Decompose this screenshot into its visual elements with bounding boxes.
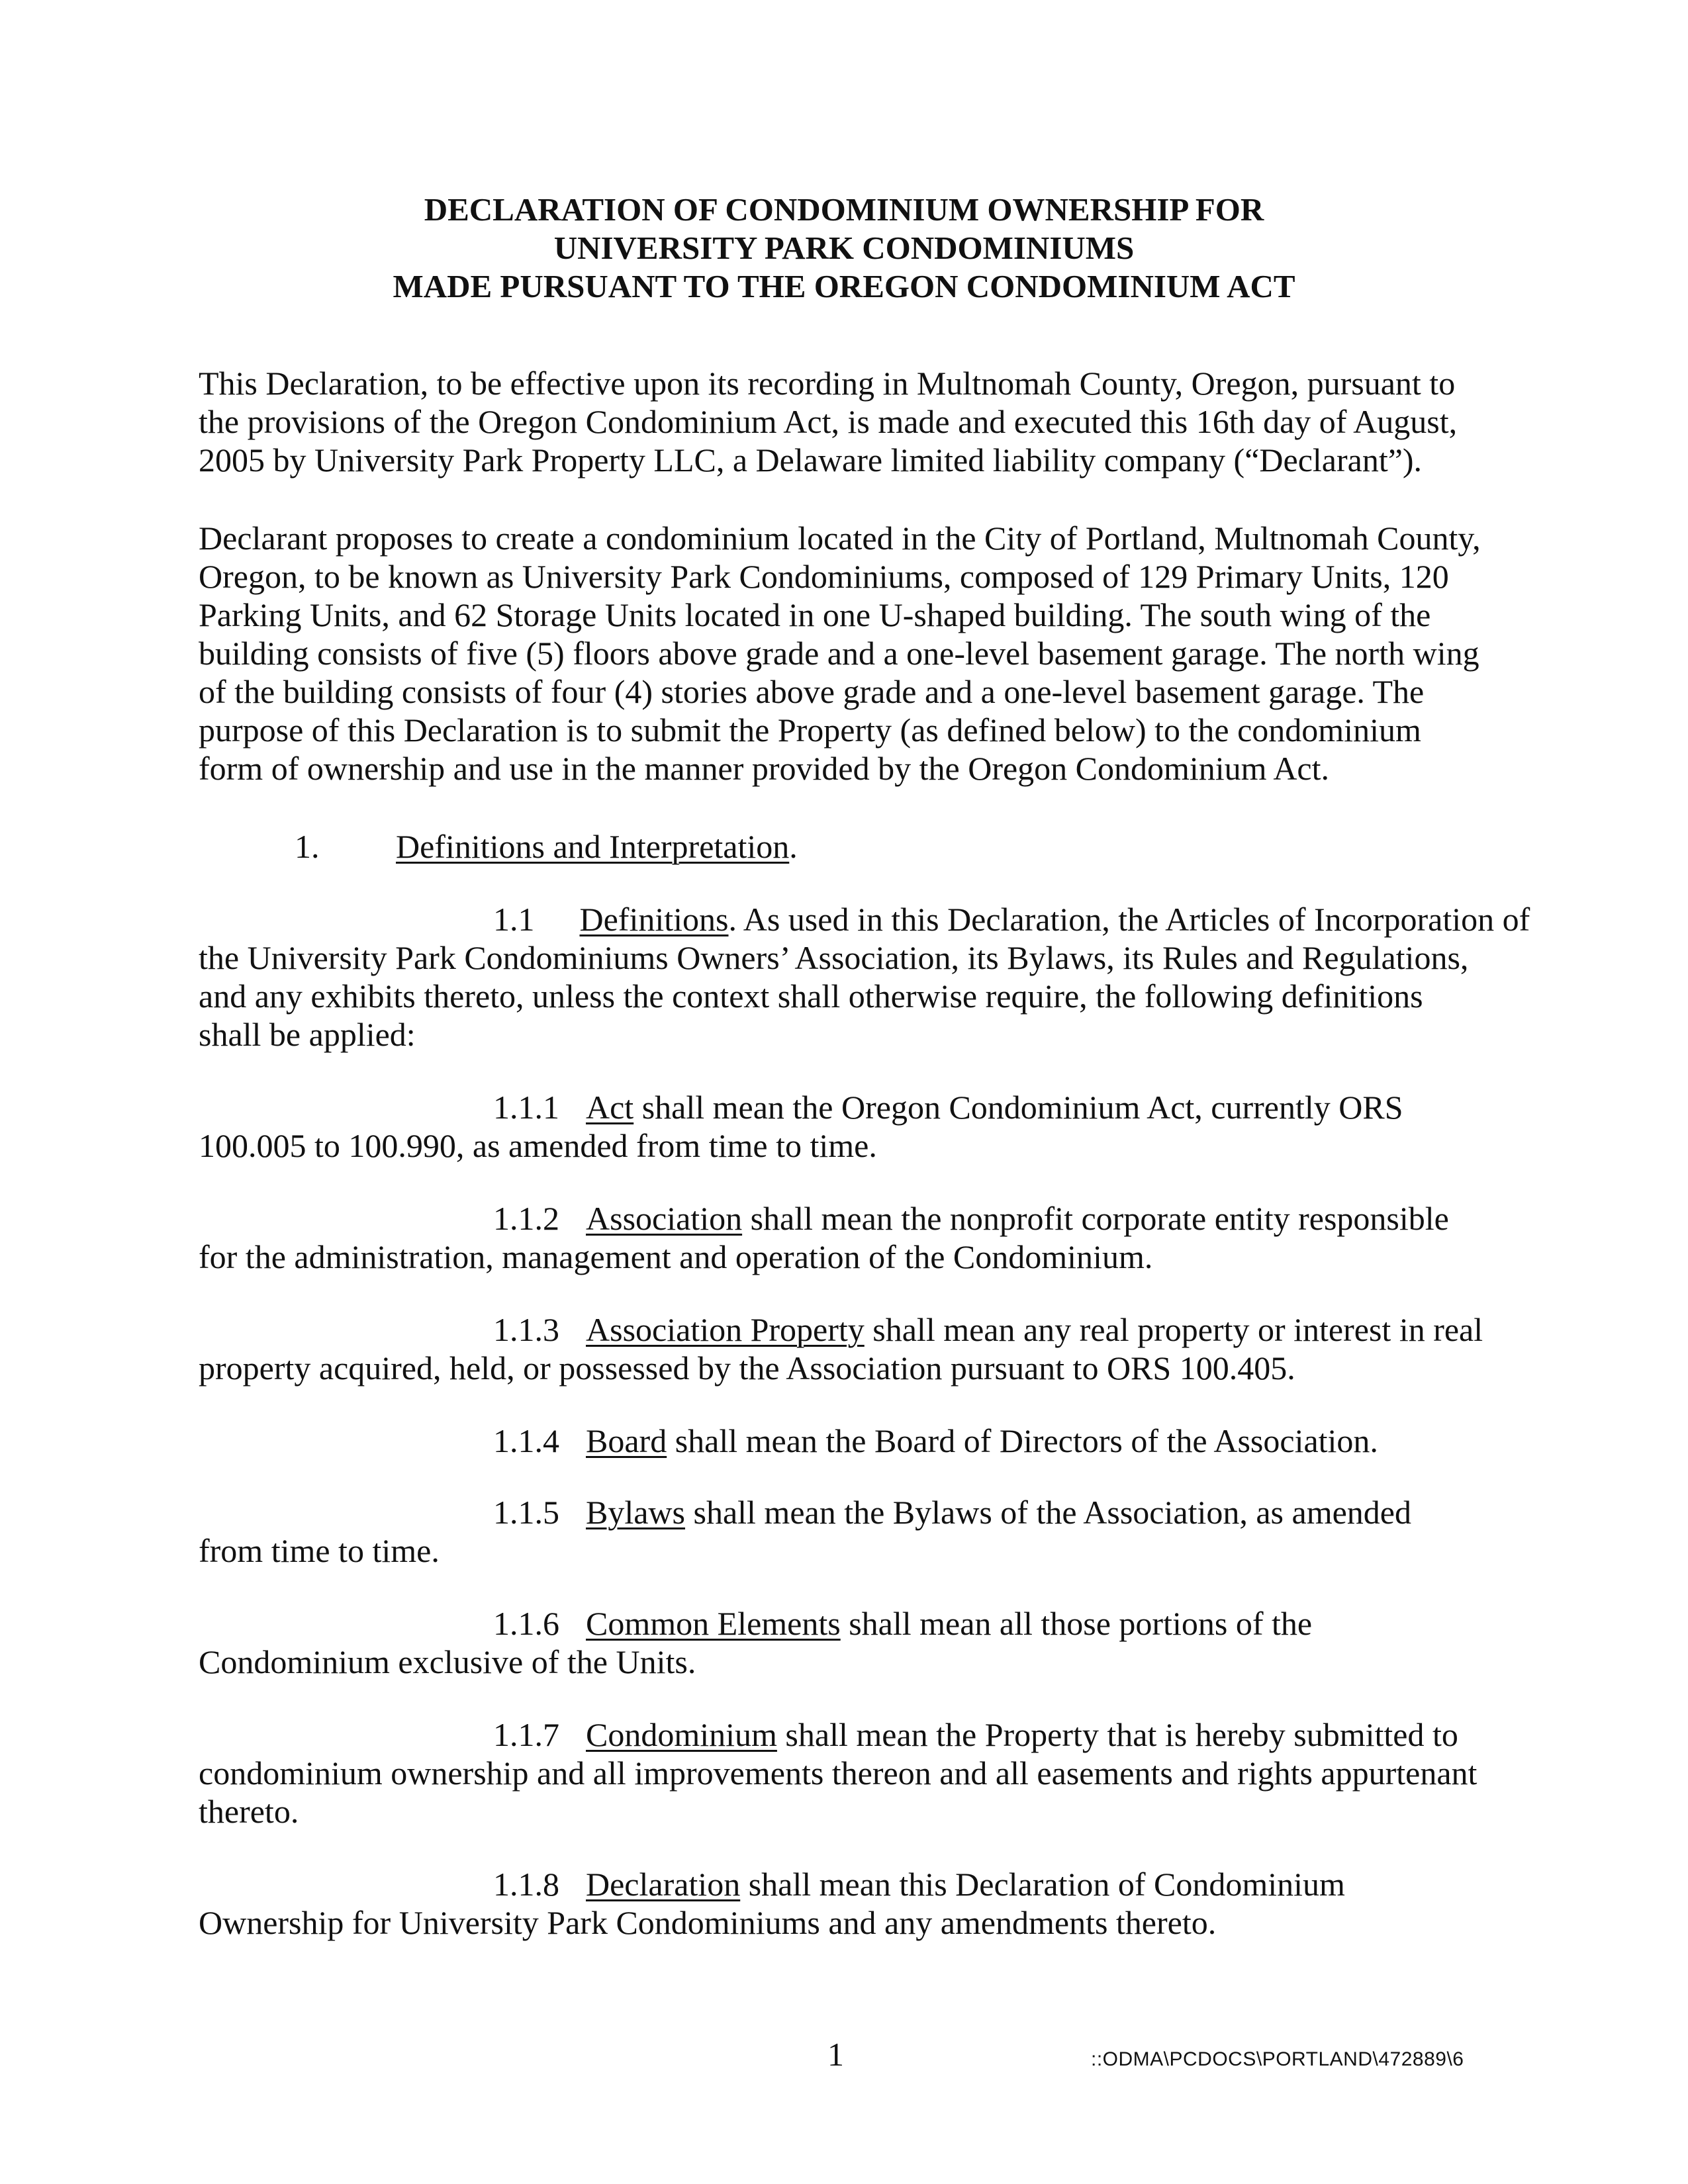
definition-term: Common Elements — [586, 1605, 841, 1642]
definition-number: 1.1.5 — [493, 1494, 559, 1531]
definition-term: Act — [586, 1089, 634, 1126]
text-line: Parking Units, and 62 Storage Units located in one U-shaped building. The south wing of the — [199, 596, 1431, 633]
title-line-3: MADE PURSUANT TO THE OREGON CONDOMINIUM ACT — [393, 268, 1295, 304]
definition-term: Condominium — [586, 1716, 777, 1753]
text-line: 100.005 to 100.990, as amended from time to time. — [199, 1127, 877, 1164]
definition-number: 1.1.4 — [493, 1422, 559, 1459]
text-line: condominium ownership and all improvements thereon and all easements and rights appurtenant — [199, 1754, 1477, 1792]
definition-number: 1.1.7 — [493, 1716, 559, 1753]
document-title — [199, 191, 1489, 306]
subsection-number: 1.1 — [493, 901, 535, 938]
text-line: and any exhibits thereto, unless the context shall otherwise require, the following definitions — [199, 978, 1423, 1015]
document-id: ::ODMA\PCDOCS\PORTLAND\472889\6 — [1091, 2048, 1464, 2070]
definition-rest: shall mean the nonprofit corporate entity responsible — [742, 1200, 1449, 1237]
definition-term: Association Property — [586, 1311, 865, 1348]
definition-first-line — [493, 1493, 1411, 1531]
text-line: This Declaration, to be effective upon its recording in Multnomah County, Oregon, pursuant to — [199, 365, 1456, 402]
definition-first-line — [493, 1422, 1378, 1460]
definition-rest: shall mean the Board of Directors of the Association. — [667, 1422, 1378, 1459]
text-line: shall be applied: — [199, 1016, 416, 1053]
definition-rest: shall mean this Declaration of Condominium — [740, 1866, 1345, 1903]
definition-rest: shall mean the Oregon Condominium Act, currently ORS — [633, 1089, 1403, 1126]
text-line: Condominium exclusive of the Units. — [199, 1643, 696, 1680]
definition-term: Board — [586, 1422, 667, 1459]
definition-rest: shall mean any real property or interest in real — [864, 1311, 1483, 1348]
section-heading-suffix: . — [789, 828, 798, 865]
definition-rest: shall mean the Bylaws of the Association, as amended — [685, 1494, 1411, 1531]
text-line: the University Park Condominiums Owners’ Association, its Bylaws, its Rules and Regulations, — [199, 939, 1469, 976]
text-line: building consists of five (5) floors above grade and a one-level basement garage. The north wing — [199, 635, 1479, 672]
section-number: 1. — [295, 828, 320, 865]
title-line-2: UNIVERSITY PARK CONDOMINIUMS — [553, 230, 1135, 266]
subsection-term: Definitions — [579, 901, 729, 938]
section-heading — [396, 827, 798, 866]
page-number: 1 — [827, 2036, 844, 2073]
definition-number: 1.1.3 — [493, 1311, 559, 1348]
text-line: form of ownership and use in the manner provided by the Oregon Condominium Act. — [199, 750, 1330, 787]
text-line: Declarant proposes to create a condominium located in the City of Portland, Multnomah County, — [199, 520, 1481, 557]
definition-number: 1.1.1 — [493, 1089, 559, 1126]
text-line: purpose of this Declaration is to submit the Property (as defined below) to the condominium — [199, 711, 1421, 749]
title-line-1: DECLARATION OF CONDOMINIUM OWNERSHIP FOR — [424, 191, 1264, 228]
definition-number: 1.1.2 — [493, 1200, 559, 1237]
definition-first-line — [493, 1199, 1449, 1238]
subsection-first-line — [493, 900, 1530, 938]
definition-term: Association — [586, 1200, 743, 1237]
definition-term: Declaration — [586, 1866, 741, 1903]
text-line: Ownership for University Park Condominiums and any amendments thereto. — [199, 1904, 1217, 1941]
text-line: the provisions of the Oregon Condominium Act, is made and executed this 16th day of August, — [199, 403, 1458, 440]
definition-first-line — [493, 1310, 1483, 1349]
subsection-first-rest: . As used in this Declaration, the Articles of Incorporation of — [728, 901, 1530, 938]
text-line: from time to time. — [199, 1532, 440, 1569]
section-heading-text: Definitions and Interpretation — [396, 828, 790, 865]
definition-first-line — [493, 1088, 1403, 1126]
definition-term: Bylaws — [586, 1494, 685, 1531]
text-line: for the administration, management and operation of the Condominium. — [199, 1238, 1153, 1275]
text-line: Oregon, to be known as University Park Condominiums, composed of 129 Primary Units, 120 — [199, 558, 1449, 595]
definition-number: 1.1.8 — [493, 1866, 559, 1903]
definition-number: 1.1.6 — [493, 1605, 559, 1642]
text-line: of the building consists of four (4) stories above grade and a one-level basement garage. The — [199, 673, 1425, 710]
definition-rest: shall mean the Property that is hereby submitted to — [776, 1716, 1458, 1753]
definition-first-line — [493, 1865, 1345, 1903]
text-line: property acquired, held, or possessed by the Association pursuant to ORS 100.405. — [199, 1349, 1295, 1387]
text-line: thereto. — [199, 1793, 299, 1830]
definition-first-line — [493, 1604, 1312, 1643]
definition-rest: shall mean all those portions of the — [840, 1605, 1313, 1642]
definition-first-line — [493, 1715, 1458, 1754]
text-line: 2005 by University Park Property LLC, a Delaware limited liability company (“Declarant”). — [199, 441, 1423, 478]
